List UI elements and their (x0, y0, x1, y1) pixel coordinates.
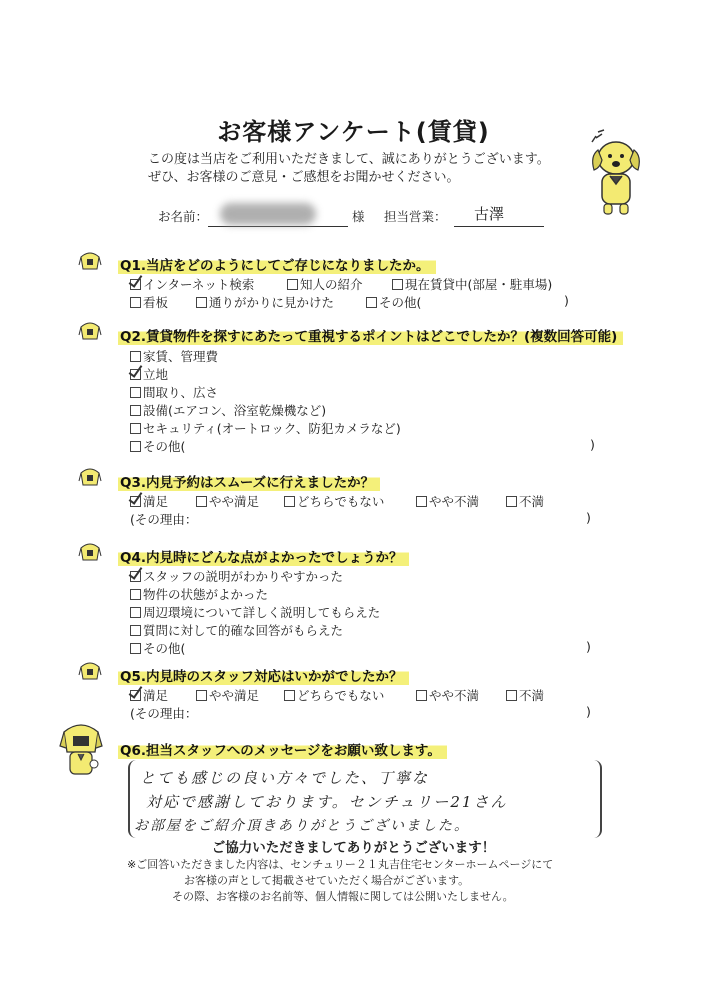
message-line-1: とても感じの良い方々でした、丁寧な (140, 769, 430, 787)
q3-option-neutral[interactable]: どちらでもない (284, 492, 384, 510)
q5-question: Q5.内見時のスタッフ対応はいかがでしたか？ (118, 663, 409, 687)
q2-option-rent[interactable]: 家賃、管理費 (130, 347, 218, 365)
q1-option-current-tenant[interactable]: 現在賃貸中(部屋・駐車場) (392, 275, 552, 293)
page-title: お客様アンケート(賃貸) (217, 118, 490, 146)
dog-head-icon (78, 542, 102, 564)
checkbox-icon (130, 405, 141, 416)
dog-staff-icon (58, 722, 104, 780)
checkbox-icon (416, 690, 427, 701)
checkbox-checked-icon (130, 279, 141, 290)
q2-option-location[interactable]: 立地 (130, 365, 168, 383)
name-row (158, 205, 543, 227)
q5-option-somewhat-dissatisfied[interactable]: やや不満 (416, 686, 479, 704)
q2-paren-close: ) (590, 437, 595, 452)
q1-option-referral[interactable]: 知人の紹介 (287, 275, 363, 293)
q3-paren-close: ) (586, 510, 591, 525)
q4-option-other[interactable]: その他( (130, 639, 185, 657)
q5-option-neutral[interactable]: どちらでもない (284, 686, 384, 704)
q1-paren-close: ) (564, 293, 569, 308)
q3-question: Q3.内見予約はスムーズに行えましたか？ (118, 469, 380, 493)
checkbox-icon (196, 496, 207, 507)
checkbox-icon (366, 297, 377, 308)
staff-underline (454, 226, 544, 227)
q5-paren-close: ) (586, 704, 591, 719)
q4-option-accurate-answers[interactable]: 質問に対して的確な回答がもらえた (130, 621, 343, 639)
thanks-message: ご協力いただきましてありがとうございます！ (211, 840, 496, 856)
q1-option-other[interactable]: その他( (366, 293, 421, 311)
honorific-label: 様 (352, 209, 365, 224)
checkbox-icon (506, 690, 517, 701)
checkbox-checked-icon (130, 690, 141, 701)
q3-option-somewhat-satisfied[interactable]: やや満足 (196, 492, 259, 510)
message-line-2: 対応で感謝しております。センチュリー21さん (146, 793, 508, 811)
checkbox-checked-icon (130, 369, 141, 380)
checkbox-icon (196, 690, 207, 701)
name-label: お名前： (158, 209, 209, 224)
checkbox-icon (506, 496, 517, 507)
checkbox-icon (130, 589, 141, 600)
checkbox-icon (284, 690, 295, 701)
q1-question: Q1.当店をどのようにしてご存じになりましたか。 (118, 252, 436, 276)
checkbox-icon (130, 387, 141, 398)
q5-reason-label: (その理由： (130, 706, 198, 721)
checkbox-icon (130, 423, 141, 434)
checkbox-icon (130, 607, 141, 618)
q5-option-dissatisfied[interactable]: 不満 (506, 686, 544, 704)
q3-reason-label: (その理由： (130, 512, 198, 527)
intro-line-1: この度は当店をご利用いただきまして、誠にありがとうございます。 (148, 152, 550, 167)
checkbox-icon (130, 351, 141, 362)
staff-label: 担当営業： (384, 209, 447, 224)
checkbox-checked-icon (130, 571, 141, 582)
checkbox-icon (130, 643, 141, 654)
name-underline (208, 226, 348, 227)
message-line-3: お部屋をご紹介頂きありがとうございました。 (134, 818, 470, 834)
dog-head-icon (78, 467, 102, 489)
checkbox-icon (416, 496, 427, 507)
dog-head-icon (78, 251, 102, 273)
checkbox-icon (392, 279, 403, 290)
intro-line-2: ぜひ、お客様のご意見・ご感想をお聞かせください。 (148, 170, 460, 185)
q1-option-signboard[interactable]: 看板 (130, 293, 168, 311)
q4-option-good-condition[interactable]: 物件の状態がよかった (130, 585, 268, 603)
checkbox-icon (284, 496, 295, 507)
q2-option-facilities[interactable]: 設備(エアコン、浴室乾燥機など) (130, 401, 326, 419)
note-line-1: ※ご回答いただきました内容は、センチュリー２１丸吉住宅センターホームページにて (127, 858, 554, 871)
dog-head-icon (78, 321, 102, 343)
q2-option-security[interactable]: セキュリティ(オートロック、防犯カメラなど) (130, 419, 401, 437)
checkbox-icon (130, 297, 141, 308)
staff-name: 古澤 (474, 205, 505, 223)
checkbox-icon (130, 441, 141, 452)
q5-option-satisfied[interactable]: 満足 (130, 686, 168, 704)
q2-question: Q2.賃貸物件を探すにあたって重視するポイントはどこでしたか？(複数回答可能) (118, 323, 623, 347)
q3-option-somewhat-dissatisfied[interactable]: やや不満 (416, 492, 479, 510)
redacted-name (220, 203, 316, 225)
note-line-3: その際、お客様のお名前等、個人情報に関しては公開いたしません。 (172, 890, 514, 903)
q4-question: Q4.内見時にどんな点がよかったでしょうか？ (118, 544, 409, 568)
q3-option-satisfied[interactable]: 満足 (130, 492, 168, 510)
q2-option-other[interactable]: その他( (130, 437, 185, 455)
checkbox-icon (196, 297, 207, 308)
dog-head-icon (78, 661, 102, 683)
q4-option-neighborhood[interactable]: 周辺環境について詳しく説明してもらえた (130, 603, 380, 621)
q4-paren-close: ) (586, 639, 591, 654)
q4-option-clear-explanation[interactable]: スタッフの説明がわかりやすかった (130, 567, 343, 585)
q6-question: Q6.担当スタッフへのメッセージをお願い致します。 (118, 737, 447, 761)
q1-option-internet[interactable]: インターネット検索 (130, 275, 254, 293)
q3-option-dissatisfied[interactable]: 不満 (506, 492, 544, 510)
checkbox-icon (287, 279, 298, 290)
checkbox-icon (130, 625, 141, 636)
note-line-2: お客様の声として掲載させていただく場合がございます。 (184, 874, 470, 887)
q1-option-passing-by[interactable]: 通りがかりに見かけた (196, 293, 334, 311)
q2-option-layout[interactable]: 間取り、広さ (130, 383, 218, 401)
q5-option-somewhat-satisfied[interactable]: やや満足 (196, 686, 259, 704)
checkbox-checked-icon (130, 496, 141, 507)
